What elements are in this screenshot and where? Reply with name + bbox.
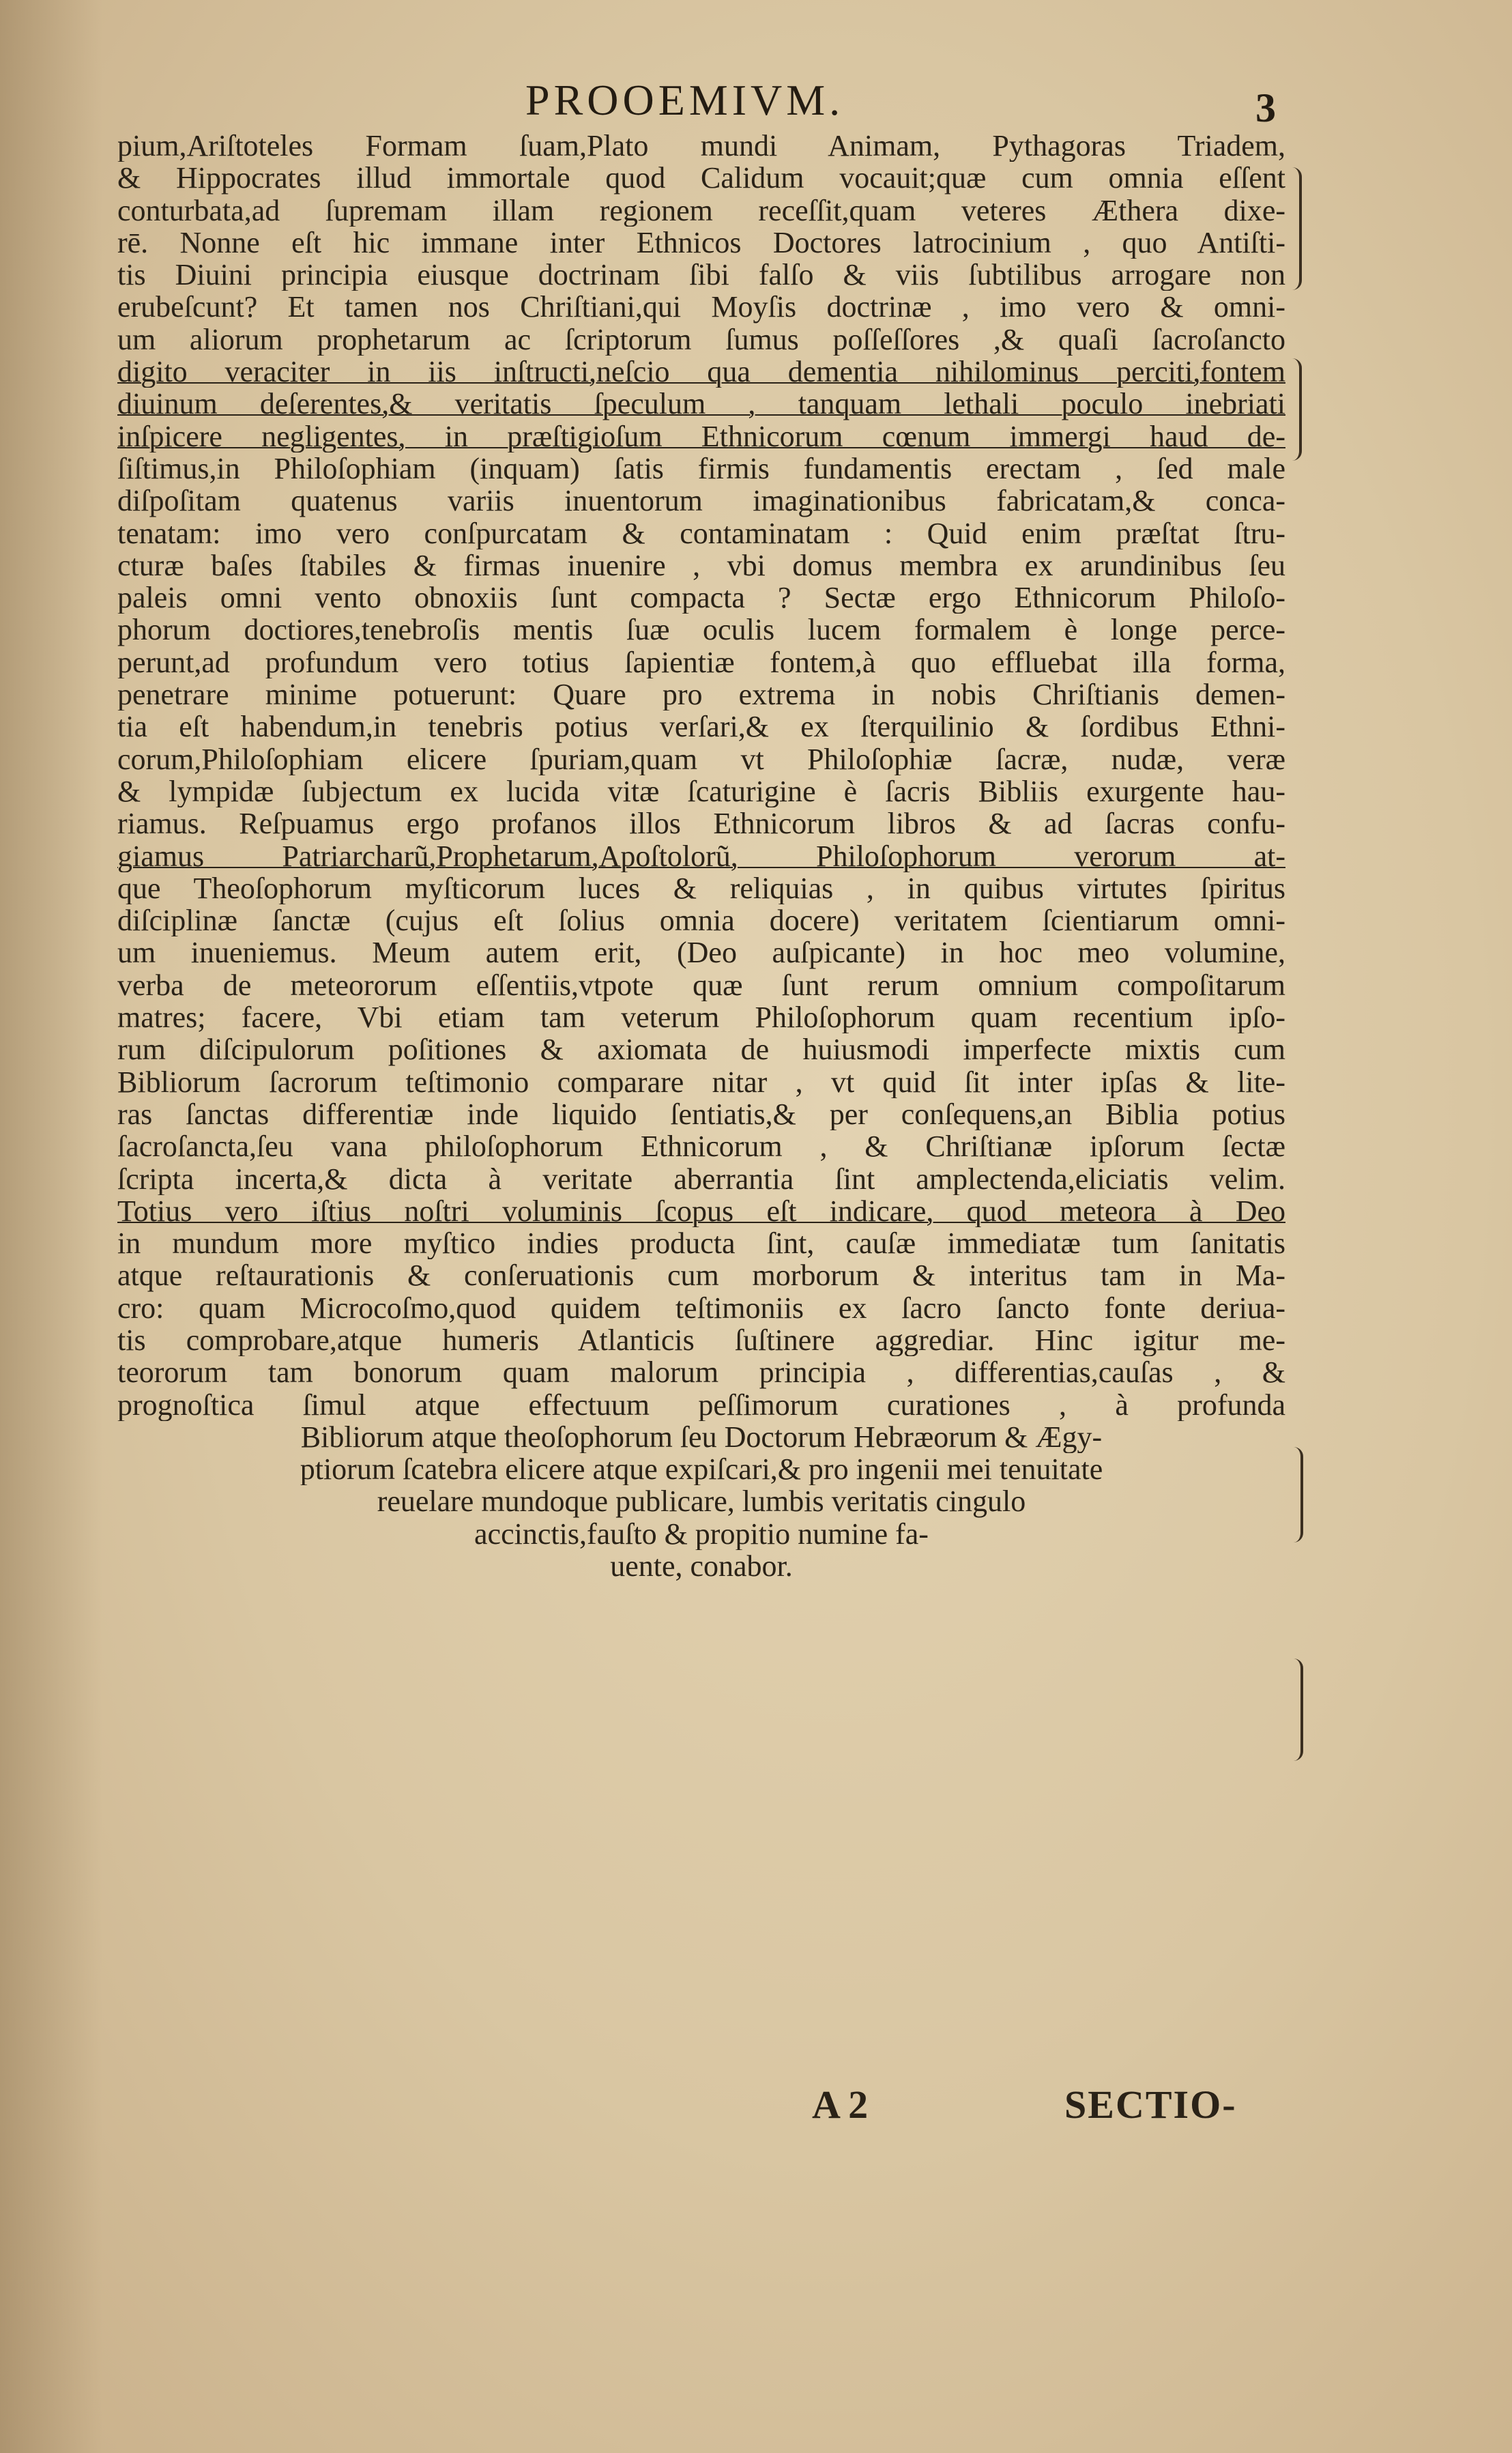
body-text bbox=[117, 130, 1285, 1582]
text-line: phorum doctiores,tenebroſis mentis ſuæ oculis lucem formalem è longe perce- bbox=[117, 614, 1285, 646]
margin-bracket bbox=[1290, 358, 1302, 461]
text-line: & Hippocrates illud immortale quod Calidum vocauit;quæ cum omnia eſſent bbox=[117, 162, 1285, 195]
text-line: & lympidæ ſubjectum ex lucida vitæ ſcaturigine è ſacris Bibliis exurgente hau- bbox=[117, 775, 1285, 808]
text-line: uente, conabor. bbox=[610, 1550, 793, 1583]
margin-bracket bbox=[1291, 1659, 1303, 1761]
text-line: prognoſtica ſimul atque effectuum peſſimorum curationes , à profunda bbox=[117, 1388, 1285, 1421]
text-line: digito veraciter in iis inſtructi,neſcio qua dementia nihilominus perciti,fontem bbox=[117, 356, 1285, 388]
margin-bracket bbox=[1290, 167, 1302, 290]
text-line: riamus. Reſpuamus ergo profanos illos Ethnicorum libros & ad ſacras confu- bbox=[117, 807, 1285, 840]
text-line: ſiſtimus,in Philoſophiam (inquam) ſatis firmis fundamentis erectam , ſed male bbox=[117, 452, 1285, 485]
text-line: paleis omni vento obnoxiis ſunt compacta ? Sectæ ergo Ethnicorum Philoſo- bbox=[117, 582, 1285, 614]
text-line: cro: quam Microcoſmo,quod quidem teſtimoniis ex ſacro ſancto fonte deriua- bbox=[117, 1291, 1285, 1324]
text-line: inſpicere negligentes, in præſtigioſum Ethnicorum cœnum immergi haud de- bbox=[117, 420, 1285, 453]
page-header bbox=[0, 75, 1512, 130]
text-line: verba de meteororum eſſentiis,vtpote quæ ſunt rerum omnium compoſitarum bbox=[117, 969, 1285, 1002]
text-line: Bibliorum atque theoſophorum ſeu Doctorum Hebræorum & Ægy- bbox=[300, 1420, 1103, 1454]
text-line: tenatam: imo vero conſpurcatam & contaminatam : Quid enim præſtat ſtru- bbox=[117, 517, 1285, 549]
text-line: Totius vero iſtius noſtri voluminis ſcopus eſt indicare, quod meteora à Deo bbox=[117, 1194, 1285, 1228]
margin-bracket bbox=[1291, 1447, 1303, 1543]
page-footer bbox=[0, 2082, 1512, 2136]
text-line: ſcripta incerta,& dicta à veritate aberrantia ſint amplectenda,eliciatis velim. bbox=[117, 1162, 1285, 1195]
page-number: 3 bbox=[1255, 85, 1276, 130]
text-line: Bibliorum ſacrorum teſtimonio comparare nitar , vt quid ſit inter ipſas & lite- bbox=[117, 1065, 1285, 1098]
text-line: rē. Nonne eſt hic immane inter Ethnicos Doctores latrocinium , quo Antiſti- bbox=[117, 226, 1285, 259]
text-line: ras ſanctas differentiæ inde liquido ſentiatis,& per conſequens,an Biblia potius bbox=[117, 1098, 1285, 1131]
signature-mark: A 2 bbox=[812, 2082, 869, 2127]
text-line: atque reſtaurationis & conſeruationis cum morborum & interitus tam in Ma- bbox=[117, 1259, 1285, 1292]
text-line: diuinum deſerentes,& veritatis ſpeculum , tanquam lethali poculo inebriati bbox=[117, 388, 1285, 420]
text-line: rum diſcipulorum poſitiones & axiomata de huiusmodi imperfecte mixtis cum bbox=[117, 1033, 1285, 1066]
text-line: accinctis,fauſto & propitio numine fa- bbox=[474, 1517, 929, 1551]
text-line: matres; facere, Vbi etiam tam veterum Philoſophorum quam recentium ipſo- bbox=[117, 1001, 1285, 1034]
text-line: in mundum more myſtico indies producta ſint, cauſæ immediatæ tum ſanitatis bbox=[117, 1227, 1285, 1260]
text-line: penetrare minime potuerunt: Quare pro extrema in nobis Chriſtianis demen- bbox=[117, 678, 1285, 711]
text-line: que Theoſophorum myſticorum luces & reliquias , in quibus virtutes ſpiritus bbox=[117, 872, 1285, 905]
text-line: pium,Ariſtoteles Formam ſuam,Plato mundi Animam, Pythagoras Triadem, bbox=[117, 130, 1285, 162]
running-title: PROOEMIVM. bbox=[525, 76, 845, 124]
text-line: erubeſcunt? Et tamen nos Chriſtiani,qui Moyſis doctrinæ , imo vero & omni- bbox=[117, 291, 1285, 324]
text-line: giamus Patriarcharũ,Prophetarum,Apoſtolorũ, Philoſophorum verorum at- bbox=[117, 840, 1285, 872]
text-line: cturæ baſes ſtabiles & firmas inuenire , vbi domus membra ex arundinibus ſeu bbox=[117, 549, 1285, 582]
text-line: tis Diuini principia eiusque doctrinam ſibi falſo & viis ſubtilibus arrogare non bbox=[117, 259, 1285, 291]
text-line: diſpoſitam quatenus variis inuentorum imaginationibus fabricatam,& conca- bbox=[117, 485, 1285, 517]
text-line: ptiorum ſcatebra elicere atque expiſcari,& pro ingenii mei tenuitate bbox=[300, 1453, 1103, 1486]
text-line: reuelare mundoque publicare, lumbis veritatis cingulo bbox=[377, 1485, 1026, 1518]
text-line: conturbata,ad ſupremam illam regionem receſſit,quam veteres Æthera dixe- bbox=[117, 194, 1285, 227]
text-line: perunt,ad profundum vero totius ſapientiæ fontem,à quo effluebat illa forma, bbox=[117, 646, 1285, 679]
text-line: tis comprobare,atque humeris Atlanticis ſuſtinere aggrediar. Hinc igitur me- bbox=[117, 1323, 1285, 1357]
text-line: diſciplinæ ſanctæ (cujus eſt ſolius omnia docere) veritatem ſcientiarum omni- bbox=[117, 904, 1285, 937]
text-line: ſacroſancta,ſeu vana philoſophorum Ethnicorum , & Chriſtianæ ipſorum ſectæ bbox=[117, 1130, 1285, 1163]
text-line: um inueniemus. Meum autem erit, (Deo auſpicante) in hoc meo volumine, bbox=[117, 936, 1285, 969]
text-line: um aliorum prophetarum ac ſcriptorum ſumus poſſeſſores ,& quaſi ſacroſancto bbox=[117, 323, 1285, 356]
text-line: teororum tam bonorum quam malorum principia , differentias,cauſas , & bbox=[117, 1356, 1285, 1389]
text-line: tia eſt habendum,in tenebris potius verſari,& ex ſterquilinio & ſordibus Ethni- bbox=[117, 711, 1285, 743]
text-line: corum,Philoſophiam elicere ſpuriam,quam vt Philoſophiæ ſacræ, nudæ, veræ bbox=[117, 743, 1285, 775]
catchword: SECTIO- bbox=[1064, 2082, 1237, 2127]
